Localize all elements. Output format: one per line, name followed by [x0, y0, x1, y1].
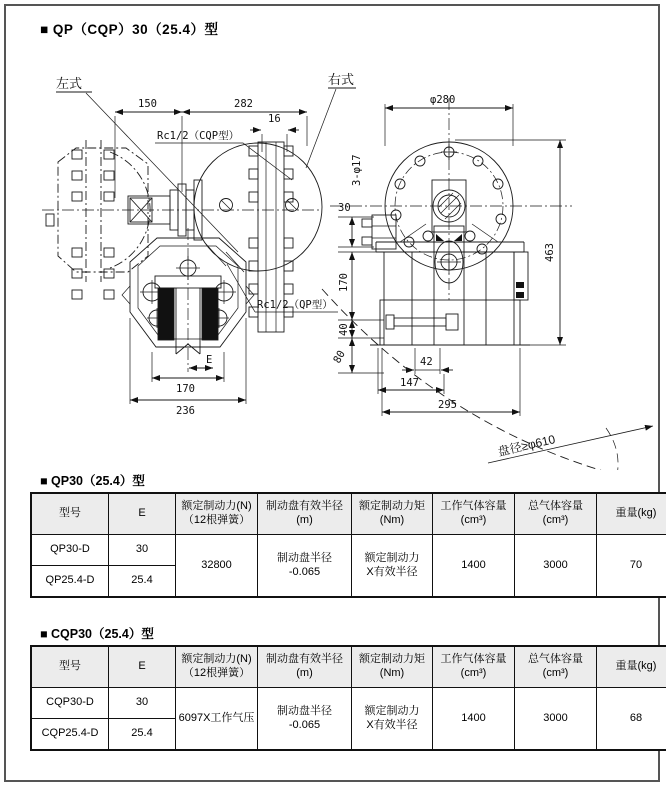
brake-pad-left [158, 288, 174, 340]
header-cell-total-volume: 总气体容量 (cm³) [515, 493, 597, 535]
header-cell-total-volume: 总气体容量 (cm³) [515, 646, 597, 688]
dim-150: 150 [138, 98, 157, 110]
port-label-qp: Rc1/2（QP型） [257, 299, 333, 311]
dim-170-caliper: 170 [176, 383, 195, 395]
right-view [306, 72, 653, 470]
brake-pad-right [202, 288, 218, 340]
dim-295: 295 [438, 399, 457, 411]
dim-dia280: φ280 [430, 94, 456, 106]
model-cell: QP30-D [31, 535, 109, 566]
total-volume-cell: 3000 [515, 535, 597, 598]
work-volume-cell: 1400 [433, 535, 515, 598]
e-cell: 30 [109, 688, 176, 719]
e-cell: 30 [109, 535, 176, 566]
header-cell-e: E [109, 646, 176, 688]
disc-note: 盘径≥φ610 [496, 432, 557, 459]
force-cell: 32800 [176, 535, 258, 598]
model-cell: CQP30-D [31, 688, 109, 719]
page-title: ■ QP（CQP）30（25.4）型 [40, 22, 219, 37]
header-cell-work-volume: 工作气体容量 (cm³) [433, 646, 515, 688]
radius-cell: 制动盘半径 -0.065 [258, 535, 352, 598]
force-cell: 6097X工作气压 [176, 688, 258, 751]
section-title-qp30: ■ QP30（25.4）型 [40, 474, 145, 488]
torque-cell: 额定制动力 X有效半径 [352, 535, 433, 598]
model-cell: CQP25.4-D [31, 719, 109, 751]
dim-170-right: 170 [338, 273, 350, 292]
header-cell-model: 型号 [31, 646, 109, 688]
header-row [31, 646, 666, 688]
header-cell-torque: 额定制动力矩 (Nm) [352, 646, 433, 688]
header-cell-torque: 额定制动力矩 (Nm) [352, 493, 433, 535]
weight-cell: 68 [597, 688, 666, 751]
e-cell: 25.4 [109, 566, 176, 598]
header-cell-force: 额定制动力(N) （12根弹簧） [176, 646, 258, 688]
table-row [31, 535, 666, 566]
e-cell: 25.4 [109, 719, 176, 751]
dim-42: 42 [420, 356, 433, 368]
header-cell-radius: 制动盘有效半径 (m) [258, 493, 352, 535]
dim-40: 40 [338, 323, 350, 336]
spec-table-cqp30 [30, 645, 666, 751]
bolt-holes [391, 144, 506, 254]
phantom-bolts [46, 150, 114, 299]
dim-16: 16 [268, 113, 281, 125]
dim-282: 282 [234, 98, 253, 110]
header-cell-weight: 重量(kg) [597, 493, 666, 535]
dim-80: 80 [331, 348, 348, 366]
header-cell-weight: 重量(kg) [597, 646, 666, 688]
dim-236: 236 [176, 405, 195, 417]
left-view [42, 76, 338, 417]
torque-cell: 额定制动力 X有效半径 [352, 688, 433, 751]
section-title-cqp30: ■ CQP30（25.4）型 [40, 627, 154, 641]
dim-3xdia17: 3-φ17 [351, 154, 363, 186]
dim-E: E [206, 354, 213, 366]
dim-463: 463 [544, 243, 556, 262]
header-row [31, 493, 666, 535]
dim-30: 30 [338, 202, 351, 214]
phantom-mirror-part [58, 140, 150, 282]
header-cell-work-volume: 工作气体容量 (cm³) [433, 493, 515, 535]
header-cell-force: 额定制动力(N) （12根弹簧） [176, 493, 258, 535]
dim-147: 147 [400, 377, 419, 389]
weight-cell: 70 [597, 535, 666, 598]
disc-arc [322, 289, 628, 470]
lower-body [370, 224, 530, 345]
right-view-label: 右式 [328, 72, 355, 87]
model-cell: QP25.4-D [31, 566, 109, 598]
header-cell-e: E [109, 493, 176, 535]
left-view-label: 左式 [56, 76, 83, 91]
port-label-cqp: Rc1/2（CQP型） [157, 130, 240, 142]
total-volume-cell: 3000 [515, 688, 597, 751]
work-volume-cell: 1400 [433, 688, 515, 751]
caliper-front-view [122, 228, 254, 372]
table-row [31, 688, 666, 719]
spec-table-qp30 [30, 492, 666, 598]
header-cell-radius: 制动盘有效半径 (m) [258, 646, 352, 688]
header-cell-model: 型号 [31, 493, 109, 535]
radius-cell: 制动盘半径 -0.065 [258, 688, 352, 751]
